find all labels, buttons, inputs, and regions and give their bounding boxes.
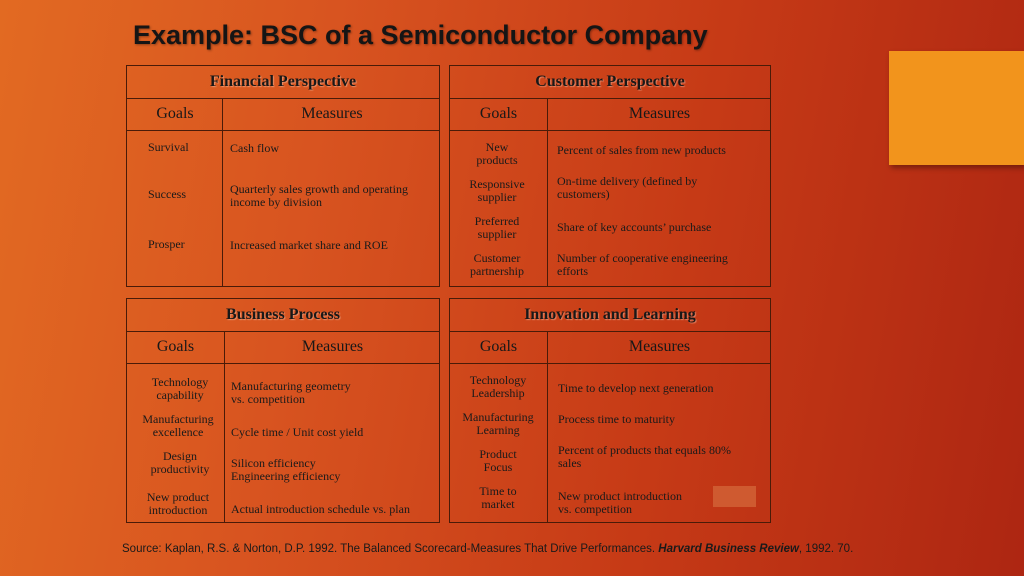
source-tail: , 1992. 70. — [798, 543, 854, 555]
goal-cell: Survival — [148, 140, 189, 154]
financial-panel — [126, 65, 440, 287]
goals-header: Goals — [156, 105, 194, 122]
financial-title: Financial Perspective — [127, 66, 439, 99]
accent-box — [889, 51, 1024, 165]
source-citation — [122, 543, 853, 555]
column-divider — [222, 98, 223, 286]
goal-cell: Responsive supplier — [469, 177, 525, 204]
measure-cell: New product introduction vs. competition — [558, 489, 682, 516]
measure-cell: Time to develop next generation — [558, 381, 714, 395]
measure-cell: Manufacturing geometry vs. competition — [231, 379, 351, 406]
measure-cell: Process time to maturity — [558, 412, 675, 426]
column-divider — [224, 331, 225, 522]
business-panel — [126, 298, 440, 523]
measure-cell: Percent of sales from new products — [557, 143, 726, 157]
goals-header: Goals — [479, 338, 518, 355]
goal-cell: Manufacturing Learning — [462, 410, 534, 437]
goal-cell: Technology Leadership — [469, 373, 527, 400]
customer-title: Customer Perspective — [450, 66, 770, 99]
column-divider — [547, 98, 548, 286]
goal-cell: Manufacturing excellence — [142, 412, 214, 439]
measure-cell: Number of cooperative engineering efforts — [557, 251, 728, 278]
measures-header: Measures — [628, 338, 691, 355]
business-column-headers — [127, 331, 439, 364]
goals-header: Goals — [156, 338, 195, 355]
source-journal: Harvard Business Review — [658, 543, 799, 555]
measure-cell: Percent of products that equals 80% sales — [558, 443, 731, 470]
goals-header: Goals — [479, 105, 518, 122]
goal-cell: Time to market — [479, 484, 517, 511]
goal-cell: Technology capability — [151, 375, 209, 402]
business-title: Business Process — [127, 299, 439, 332]
slide-title: Example: BSC of a Semiconductor Company — [133, 20, 708, 50]
customer-column-headers — [450, 98, 770, 131]
source-text: Source: Kaplan, R.S. & Norton, D.P. 1992. The Balanced Scorecard-Measures That Drive Performances. — [122, 543, 659, 555]
measure-cell: Actual introduction schedule vs. plan — [231, 502, 410, 516]
goal-cell: Customer partnership — [470, 251, 524, 278]
measure-cell: Increased market share and ROE — [230, 238, 388, 252]
goal-cell: Success — [148, 187, 186, 201]
measure-cell: Quarterly sales growth and operating income by division — [230, 182, 408, 209]
customer-panel — [449, 65, 771, 287]
measures-header: Measures — [301, 105, 363, 122]
innovation-title: Innovation and Learning — [450, 299, 770, 332]
measure-cell: On-time delivery (defined by customers) — [557, 174, 698, 201]
highlight-box — [713, 486, 756, 507]
goal-cell: Product Focus — [479, 447, 517, 474]
innovation-column-headers — [450, 331, 770, 364]
financial-column-headers — [127, 98, 439, 131]
measure-cell: Cash flow — [230, 141, 279, 155]
measures-header: Measures — [301, 338, 364, 355]
goal-cell: Prosper — [148, 237, 185, 251]
measure-cell: Share of key accounts’ purchase — [557, 220, 712, 234]
measure-cell: Cycle time / Unit cost yield — [231, 425, 364, 439]
goal-cell: Design productivity — [150, 449, 210, 476]
measures-header: Measures — [628, 105, 691, 122]
goal-cell: New product introduction — [146, 490, 210, 517]
goal-cell: New products — [476, 140, 518, 167]
measure-cell: Silicon efficiency Engineering efficiency — [231, 456, 341, 483]
column-divider — [547, 331, 548, 522]
goal-cell: Preferred supplier — [474, 214, 520, 241]
